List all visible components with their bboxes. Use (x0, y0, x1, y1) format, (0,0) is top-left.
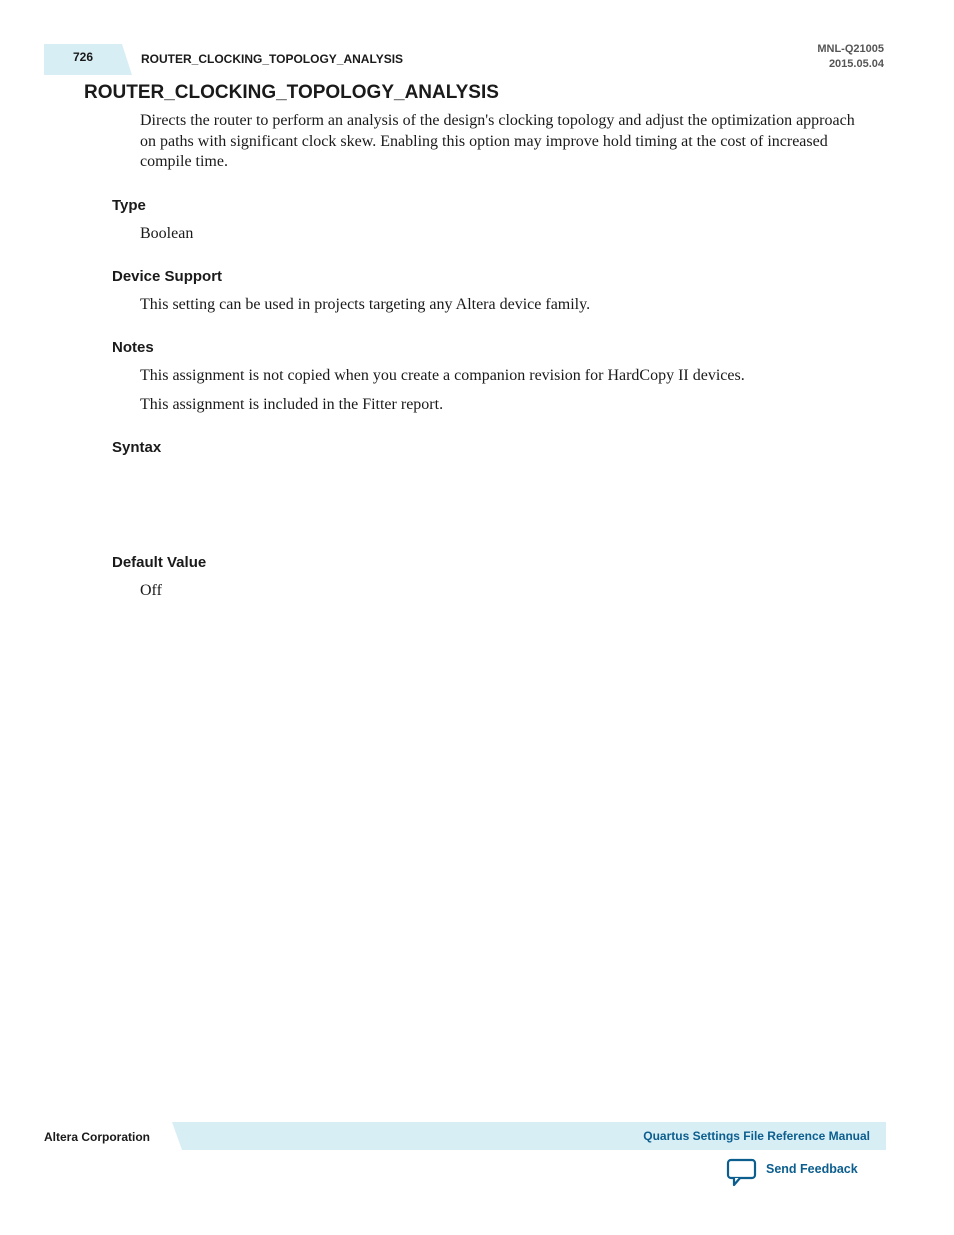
document-meta (817, 42, 884, 72)
syntax-heading: Syntax (112, 439, 162, 456)
note-item: This assignment is not copied when you create a companion revision for HardCopy II devices. (140, 367, 745, 384)
speech-bubble-icon (726, 1158, 758, 1193)
notes-heading: Notes (112, 339, 154, 356)
default-value-heading: Default Value (112, 554, 207, 571)
document-id: MNL-Q21005 (817, 43, 884, 55)
document-date: 2015.05.04 (828, 58, 884, 70)
company-name: Altera Corporation (44, 1130, 151, 1144)
send-feedback-button[interactable] (726, 1158, 858, 1188)
section-title: ROUTER_CLOCKING_TOPOLOGY_ANALYSIS (84, 82, 499, 103)
note-item: This assignment is included in the Fitter report. (140, 396, 444, 413)
default-value: Off (140, 582, 162, 599)
section-description: Directs the router to perform an analysis of the design's clocking topology and adjust the optimization approach on paths with significant clock skew. Enabling this option may improve hold timing at the cost of increased compile time. (140, 112, 855, 170)
device-support-heading: Device Support (112, 268, 223, 285)
type-heading: Type (112, 197, 146, 214)
type-value: Boolean (140, 225, 194, 242)
page-number: 726 (72, 50, 94, 64)
send-feedback-label: Send Feedback (766, 1162, 858, 1176)
manual-title-link[interactable]: Quartus Settings File Reference Manual (643, 1129, 870, 1143)
device-support-text: This setting can be used in projects targeting any Altera device family. (140, 296, 591, 313)
running-title: ROUTER_CLOCKING_TOPOLOGY_ANALYSIS (141, 52, 404, 66)
